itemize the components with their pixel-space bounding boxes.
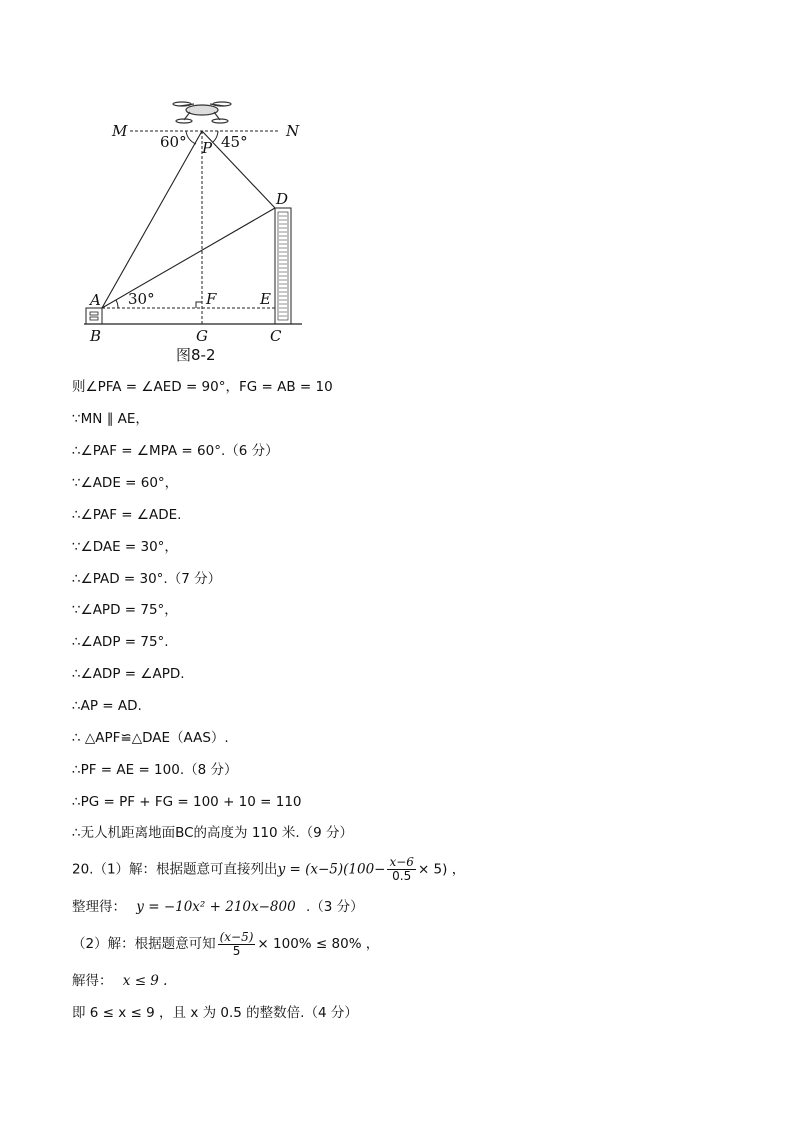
- q20-part2-solve-line: [72, 972, 167, 990]
- label-G: G: [196, 327, 208, 345]
- figure-caption: 图8-2: [176, 346, 216, 364]
- angle-arc-60: [186, 131, 196, 144]
- q20-part1-frac-den: 0.5: [392, 869, 412, 883]
- q20-part2-solve-label: 解得：: [72, 973, 113, 989]
- drone-icon: [173, 102, 231, 123]
- angle-arc-30: [116, 300, 118, 308]
- label-P: P: [202, 139, 213, 157]
- line-12: ∴ △APF≌△DAE（AAS）.: [72, 730, 229, 746]
- label-E: E: [260, 290, 271, 308]
- label-F: F: [206, 290, 217, 308]
- label-C: C: [270, 327, 282, 345]
- building-DC: [275, 208, 291, 324]
- q20-part2-formula: × 100% ≤ 80% ，: [257, 936, 380, 952]
- line-4: ∵∠ADE = 60°，: [72, 475, 179, 491]
- label-angle45: 45°: [221, 133, 248, 151]
- line-1: 则∠PFA = ∠AED = 90°，FG = AB = 10: [72, 379, 333, 395]
- line-6: ∵∠DAE = 30°，: [72, 539, 178, 555]
- q20-part2-frac-den: 5: [232, 943, 241, 958]
- q20-part1-result-score: .（3 分）: [305, 899, 364, 915]
- q20-part1-prefix: 20.（1）解：根据题意可直接列出: [72, 861, 278, 878]
- line-10: ∴∠ADP = ∠APD.: [72, 666, 185, 682]
- label-angle60: 60°: [160, 133, 187, 151]
- label-A: A: [90, 291, 101, 309]
- line-14: ∴PG = PF + FG = 100 + 10 = 110: [72, 794, 302, 810]
- q20-part2-prefix: （2）解：根据题意可知: [72, 936, 216, 952]
- q20-part1-fraction: [387, 856, 415, 883]
- geometry-figure: [72, 98, 312, 368]
- line-3: ∴∠PAF = ∠MPA = 60°.（6 分）: [72, 443, 279, 459]
- q20-part1-frac-num: x−6: [389, 855, 414, 869]
- q20-part1-result-label: 整理得：: [72, 899, 126, 915]
- q20-part2-frac-num: (x−5): [219, 929, 254, 944]
- line-8: ∵∠APD = 75°，: [72, 602, 178, 618]
- label-M: M: [112, 122, 128, 140]
- line-9: ∴∠ADP = 75°.: [72, 634, 169, 650]
- q20-part1-result: y = −10x² + 210x−800: [136, 899, 296, 915]
- angle-arc-45: [213, 131, 218, 142]
- line-7: ∴∠PAD = 30°.（7 分）: [72, 571, 222, 587]
- line-5: ∴∠PAF = ∠ADE.: [72, 507, 182, 523]
- label-angle30: 30°: [128, 290, 155, 308]
- line-15: ∴无人机距离地面BC的高度为 110 米.（9 分）: [72, 825, 354, 841]
- line-13: ∴PF = AE = 100.（8 分）: [72, 762, 238, 778]
- q20-part2-solve: x ≤ 9 .: [122, 973, 168, 989]
- q20-part1: [72, 856, 465, 883]
- q20-part2: [72, 928, 379, 960]
- q20-part1-formula-a: y = (x−5)(100−: [277, 861, 386, 878]
- label-D: D: [276, 190, 289, 208]
- line-11: ∴AP = AD.: [72, 698, 142, 714]
- q20-part2-fraction: [218, 931, 256, 958]
- right-angle-mark: [196, 302, 202, 308]
- line-2: ∵MN ∥ AE，: [72, 411, 149, 427]
- label-B: B: [90, 327, 102, 345]
- q20-part1-result-line: [72, 898, 364, 916]
- q20-part1-formula-b: × 5) ，: [417, 861, 466, 878]
- q20-part2-conclusion: 即 6 ≤ x ≤ 9 ，且 x 为 0.5 的整数倍.（4 分）: [72, 1005, 358, 1021]
- segment-PA: [102, 131, 202, 308]
- building-AB: [86, 308, 102, 324]
- label-N: N: [286, 122, 300, 140]
